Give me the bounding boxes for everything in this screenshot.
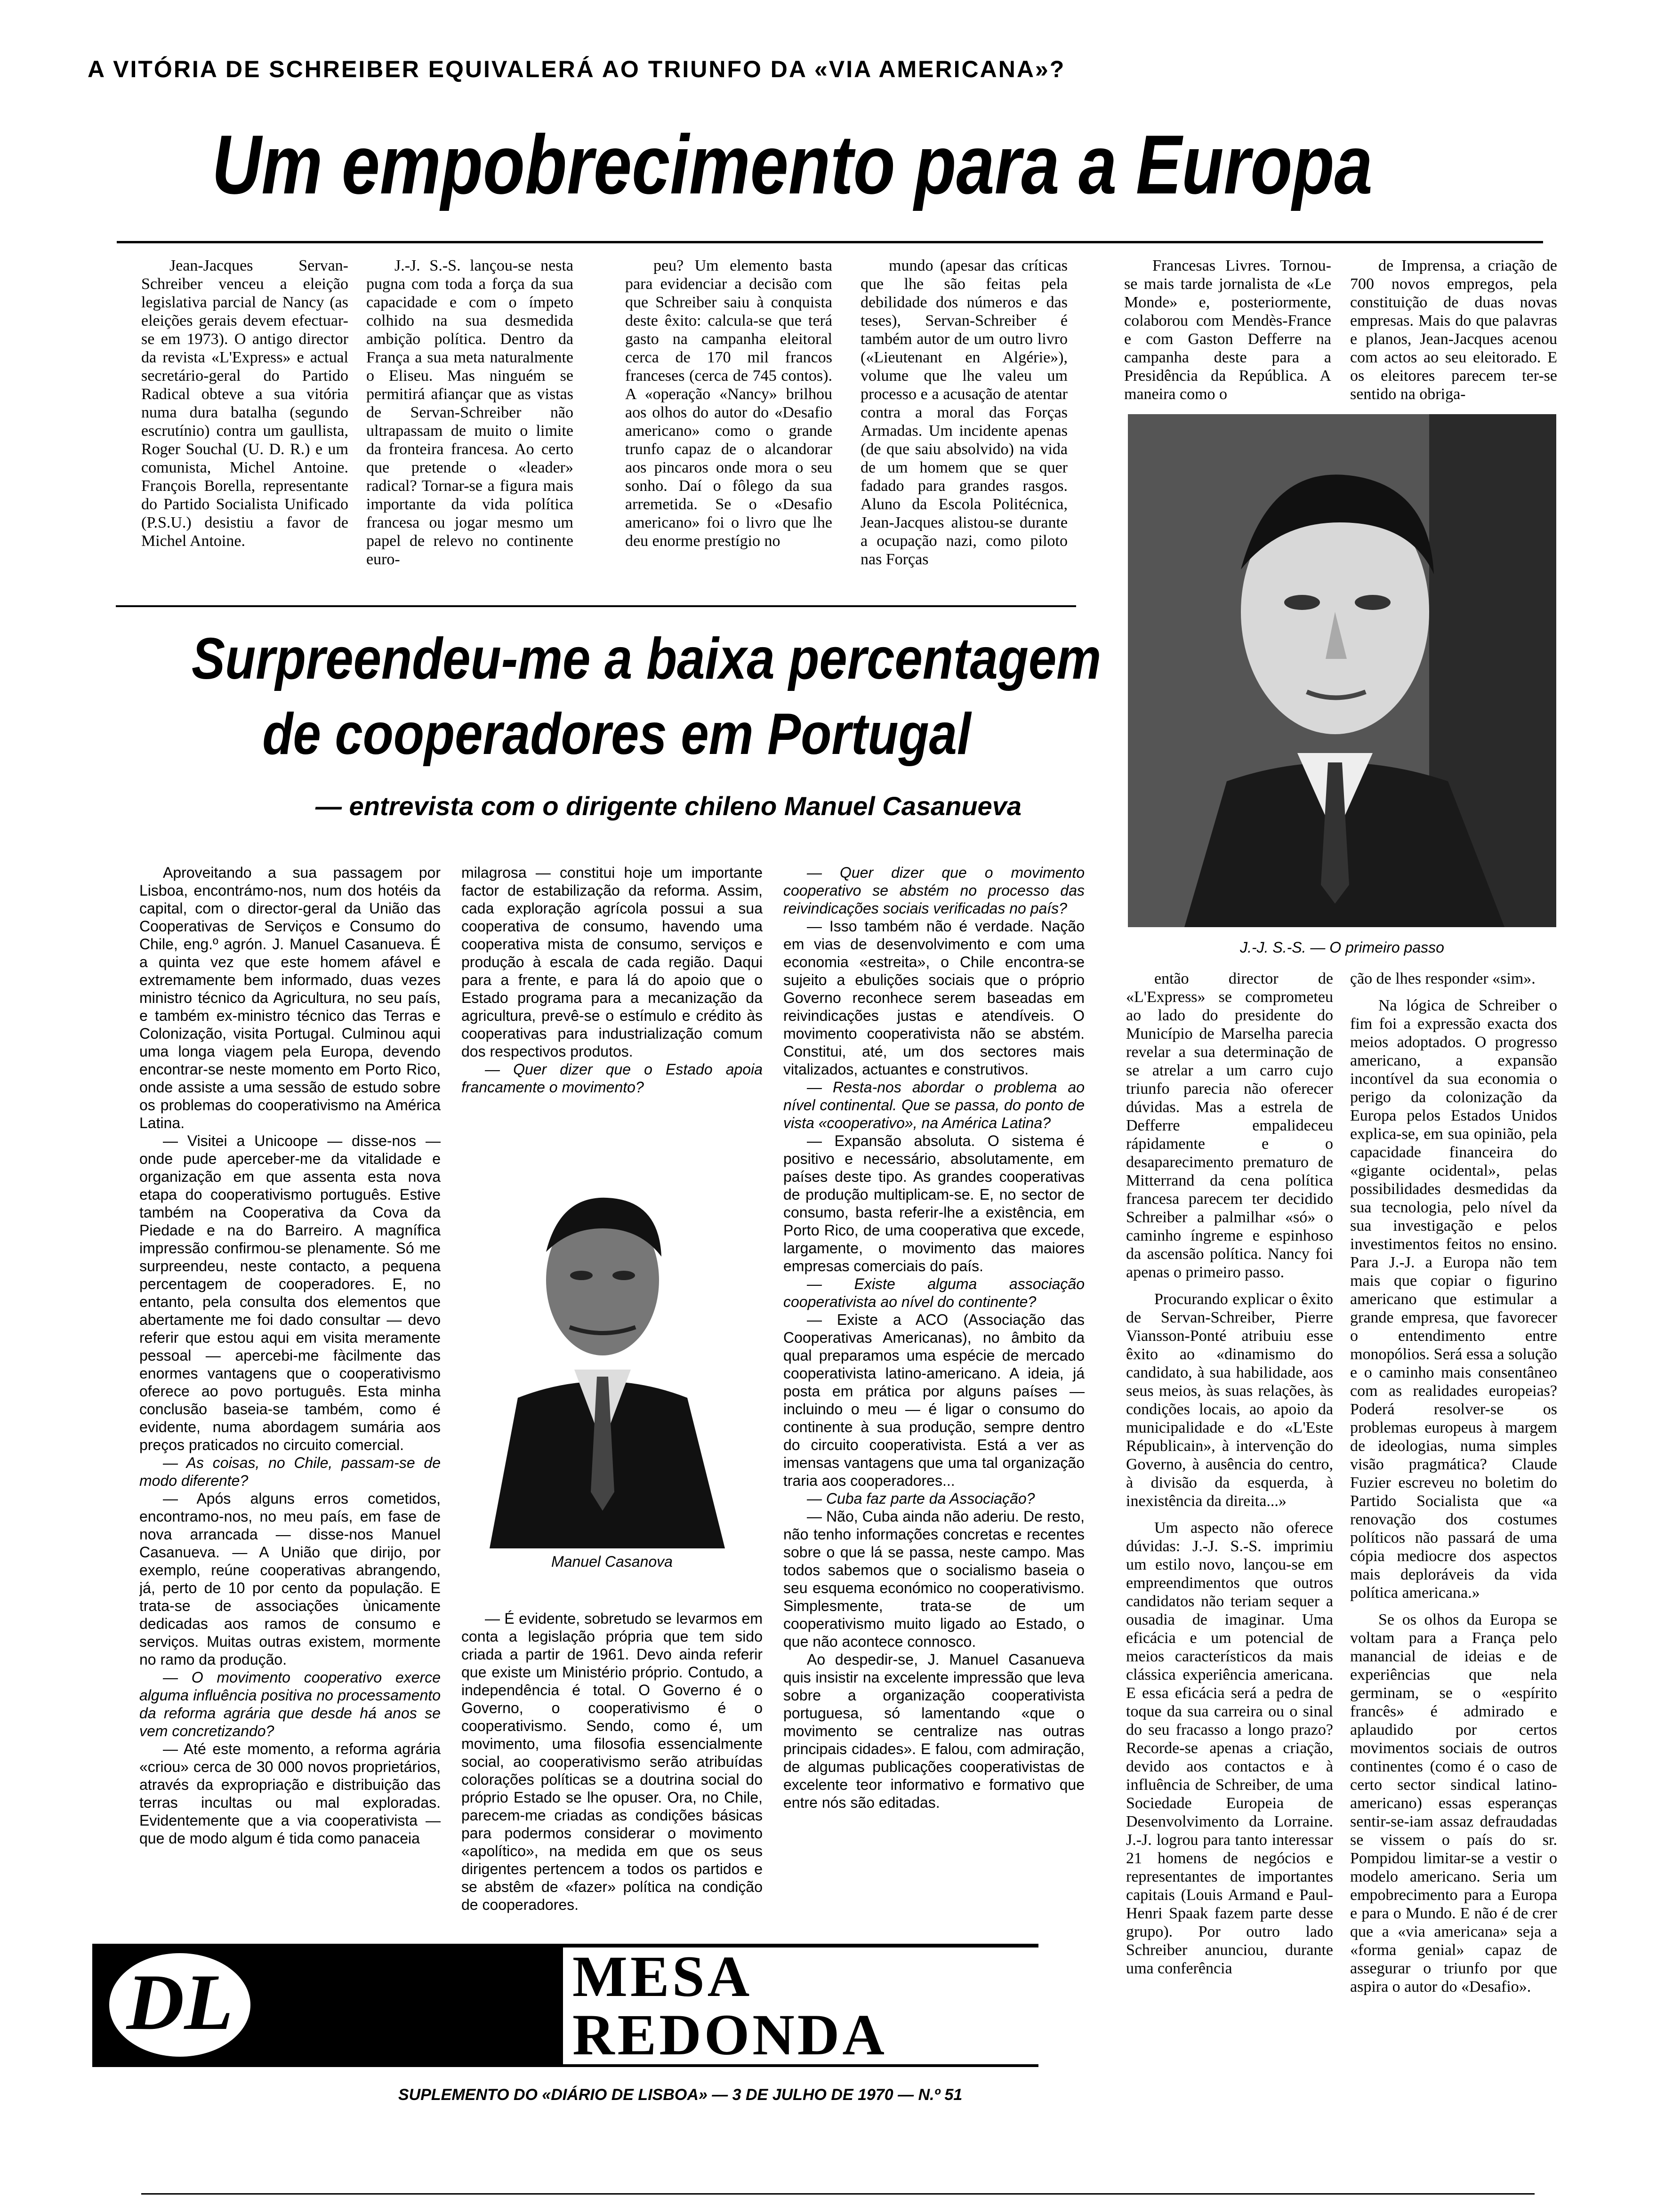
interview-question: — Existe alguma associação cooperativista ao nível do continente? bbox=[783, 1275, 1085, 1310]
mesa-redonda-banner bbox=[92, 1944, 1038, 2067]
interview-paragraph: — Existe a ACO (Associação das Cooperativas Americanas), no âmbito da qual preparamos uma espécie de mercado cooperativista latino-americano. A ideia, já posta em prática por alguns países — incluindo o meu — é ligar o consumo do continente à sua produção, sempre dentro do circuito cooperativista. Está a ver as imensas vantagens que uma tal organização traria aos cooperadores... bbox=[783, 1311, 1085, 1489]
article1-col-2: J.-J. S.-S. lançou-se nesta pugna com toda a força da sua capacidade e com o ímpeto colhido na sua desmedida ambição política. Dentro da França a sua meta naturalmente o Eliseu. Mas ninguém se permitirá afiançar que as vistas de Servan-Schreiber não ultrapassam de muito o limite da fronteira francesa. Ao certo que pretende o «leader» radical? Tornar-se a figura mais importante da vida política francesa ou jogar mesmo um papel de relevo no continente euro- bbox=[366, 257, 573, 568]
interview-question: — Quer dizer que o movimento cooperativo se abstém no processo das reivindicações sociais verificadas no país? bbox=[783, 864, 1085, 917]
interview-col-2-top bbox=[461, 864, 763, 1132]
interview-headline bbox=[122, 621, 1111, 772]
article1-col-3: peu? Um elemento basta para evidenciar a decisão com que Schreiber saiu à conquista deste êxito: calcula-se que terá gasto na campanha eleitoral cerca de 170 mil francos franceses (cerca de 745 contos). A «operação «Nancy» brilhou aos olhos do autor do «Desafio americano» como o grande trunfo capaz de o alcandorar aos pincaros onde mora o seu sonho. Daí o fôlego da sua arremetida. Se o «Desafio americano» foi o livro que lhe deu enorme prestígio no bbox=[625, 257, 832, 550]
dl-logo: DL bbox=[126, 1958, 233, 2046]
interview-paragraph: milagrosa — constitui hoje um importante factor de estabilização da reforma. Assim, cada exploração agrícola possui a sua cooperativa de consumo, havendo uma cooperativa mista de consumo, serviços e produção à escala de cada região. Daqui para a frente, e para lá do apoio que o Estado programa para a mecanização da agricultura, prevê-se o estímulo e crédito às cooperativas para industrialização comum dos respectivos produtos. bbox=[461, 864, 763, 1060]
mesa-redonda-title bbox=[563, 1944, 1043, 2067]
kicker: A VITÓRIA DE SCHREIBER EQUIVALERÁ AO TRIUNFO DA «VIA AMERICANA»? bbox=[88, 56, 1066, 82]
schreiber-photo-caption: J.-J. S.-S. — O primeiro passo bbox=[1240, 939, 1444, 956]
interview-col-1 bbox=[139, 864, 441, 1918]
interview-paragraph: Aproveitando a sua passagem por Lisboa, encontrámo-nos, num dos hotéis da capital, com o director-geral da União das Cooperativas de Serviços e Consumo do Chile, eng.º agrón. J. Manuel Casanueva. É a quinta vez que este homem afável e extremamente bem informado, duas vezes ministro técnico da Agricultura, no seu país, e também ex-ministro técnico das Terras e Colonização, visita Portugal. Culminou aqui uma longa viagem pela Europa, devendo encontrar-se neste momento em Porto Rico, onde assiste a uma sessão de estudo sobre os problemas do cooperativismo na América Latina. bbox=[139, 864, 441, 1131]
casanueva-photo-caption: Manuel Casanova bbox=[551, 1553, 673, 1570]
interview-question: — O movimento cooperativo exerce alguma influência positiva no processamento da reforma agrária que desde há anos se vem concretizando? bbox=[139, 1669, 441, 1739]
article1-col-6: de Imprensa, a criação de 700 novos empregos, pela constituição de duas novas empresas. Mais do que palavras e planos, Jean-Jacques acenou com actos ao seu eleitorado. E os eleitores parecem ter-se sentido na obriga- bbox=[1350, 257, 1557, 403]
headline: Um empobrecimento para a Europa bbox=[212, 118, 1373, 211]
interview-question: — Cuba faz parte da Associação? bbox=[807, 1490, 1035, 1507]
headline-rule bbox=[117, 241, 1543, 243]
interview-paragraph: — Após alguns erros cometidos, encontramo-nos, no meu país, em fase de nova arrancada — disse-nos Manuel Casanueva. — A União que dirijo, por exemplo, reúne cooperativas abrangendo, já, perto de 10 por cento da população. E trata-se de associações ùnicamente dedicadas aos ramos de consumo e serviços. Muitas outras existem, mormente no ramo da produção. bbox=[139, 1490, 441, 1668]
interview-question: — As coisas, no Chile, passam-se de modo diferente? bbox=[139, 1454, 441, 1489]
interview-subtitle: — entrevista com o dirigente chileno Manuel Casanueva bbox=[315, 791, 1022, 821]
portrait-image bbox=[1128, 414, 1556, 927]
article1-bottom-rule bbox=[116, 605, 1076, 607]
supplement-footer: SUPLEMENTO DO «DIÁRIO DE LISBOA» — 3 DE JULHO DE 1970 — N.º 51 bbox=[398, 2086, 963, 2104]
schreiber-photo bbox=[1128, 414, 1556, 927]
article1-col-5: Francesas Livres. Tornou-se mais tarde jornalista de «Le Monde» e, posteriormente, colaborou com Mendès-France e com Gaston Defferre na campanha deste para a Presidência da República. A maneira como o bbox=[1124, 257, 1331, 403]
interview-paragraph: Ao despedir-se, J. Manuel Casanueva quis insistir na excelente impressão que leva sobre a organização cooperativista portuguesa, só lamentando «que o movimento se centralize nas outras principais cidades». E falou, com admiração, de algumas publicações cooperativistas de excelente teor informativo e formativo que entre nós são editadas. bbox=[783, 1651, 1085, 1811]
interview-paragraph: — Até este momento, a reforma agrária «criou» cerca de 30 000 novos proprietários, através da expropriação e distribuição das terras incultas ou mal exploradas. Evidentemente que a via cooperativista — que de modo algum é tida como panaceia bbox=[139, 1740, 441, 1847]
interview-question: — Resta-nos abordar o problema ao nível continental. Que se passa, do ponto de vista «cooperativo», na América Latina? bbox=[783, 1079, 1085, 1131]
interview-paragraph: — É evidente, sobretudo se levarmos em conta a legislação própria que tem sido criada a partir de 1961. Devo ainda referir que existe um Ministério próprio. Contudo, a independência é total. O Governo é o Governo, o cooperativismo é o cooperativismo. Sendo, como é, um movimento, uma filosofia essencialmente social, ao cooperativismo serão atribuídas colorações políticas se a doutrina social do próprio Estado se lhe opuser. Ora, no Chile, parecem-me criadas as condições básicas para podermos considerar o movimento «apolítico», na medida em que os seus dirigentes pertencem a todos os partidos e se abstêm de «fazer» política na condição de cooperadores. bbox=[461, 1610, 763, 1913]
mesa-redonda-line2: REDONDA bbox=[572, 2003, 887, 2067]
interview-paragraph: — Isso também não é verdade. Nação em vias de desenvolvimento e com uma economia «estreita», o Chile encontra-se sujeito a ebulições sociais que o próprio Governo reconhece serem baseadas em reivindicações justas e atendíveis. O movimento cooperativista não se abstém. Constitui, até, um dos sectores mais vitalizados, actuantes e construtivos. bbox=[783, 918, 1085, 1078]
casanueva-photo bbox=[461, 1153, 763, 1548]
interview-headline-line1: Surpreendeu-me a baixa percentagem bbox=[192, 626, 1102, 691]
interview-paragraph: — Visitei a Unicoope — disse-nos — onde pude aperceber-me da vitalidade e organização em que assenta esta nova etapa do cooperativismo português. Estive também na Cooperativa da Cova da Piedade e na do Barreiro. A magnífica impressão confirmou-se plenamente. Só me surpreendeu, neste contacto, a pequena percentagem de cooperadores. E, no entanto, pela consulta dos elementos que abertamente me foi dado consultar — devo referir que estou aqui em visita meramente pessoal — apercebi-me fàcilmente das enormes vantagens que o cooperativismo oferece ao povo português. Esta minha conclusão baseia-se também, como é evidente, numa abordagem sumária aos preços praticados no circuito comercial. bbox=[139, 1132, 441, 1453]
interview-headline-line2: de cooperadores em Portugal bbox=[262, 702, 971, 767]
interview-col-2-bottom bbox=[461, 1610, 763, 1920]
interview-col-3 bbox=[783, 864, 1085, 1918]
mesa-redonda-line1: MESA bbox=[572, 1944, 753, 2009]
article1-col-1: Jean-Jacques Servan-Schreiber venceu a eleição legislativa parcial de Nancy (as eleições gerais devem efectuar-se em 1973). O antigo director da revista «L'Express» e actual secretário-geral do Partido Radical obteve a sua vitória numa dura batalha (segundo escrutínio) contra um gaullista, Roger Souchal (U. D. R.) e um comunista, Michel Antoine. François Borella, representante do Partido Socialista Unificado (P.S.U.) desistiu a favor de Michel Antoine. bbox=[141, 257, 348, 550]
footer-rule bbox=[141, 2193, 1535, 2195]
interview-paragraph: — Não, Cuba ainda não aderiu. De resto, não tenho informações concretas e recentes sobre o que lá se passa, neste campo. Mas todos sabemos que o socialismo baseia o seu esquema económico no cooperativismo. Simplesmente, trata-se de um cooperativismo muito ligado ao Estado, o que não acontece connosco. bbox=[783, 1508, 1085, 1650]
interview-question: — Quer dizer que o Estado apoia francamente o movimento? bbox=[461, 1061, 763, 1096]
interview-paragraph: — Expansão absoluta. O sistema é positivo e necessário, absolutamente, em países deste tipo. As grandes cooperativas de produção multiplicam-se. E, no sector de consumo, basta referir-lhe a existência, em Porto Rico, de uma cooperativa que excede, largamente, o movimento das maiores empresas comerciais do país. bbox=[783, 1132, 1085, 1274]
article1-lower-col-1: então director de «L'Express» se comprometeu ao lado do presidente do Município de Marselha parecia revelar a sua determinação de se atrelar a um carro cujo triunfo parecia não oferecer dúvidas. Mas a estrela de Defferre empalideceu rápidamente e o desaparecimento prematuro de Mitterrand da cena política francesa parecem ter decidido Schreiber a palmilhar «só» o caminho íngreme e espinhoso da ascensão política. Nancy foi apenas o primeiro passo. Procurando explicar o êxito de Servan-Schreiber, Pierre Viansson-Ponté atribuiu esse êxito ao «dinamismo do candidato, à sua habilidade, aos seus meios, às suas relações, às condições locais, ao apoio da municipalidade e do «L'Este Républicain», à intervenção do Governo, à ausência do centro, à divisão da esquerda, à inexistência da direita...» Um aspecto não oferece dúvidas: J.-J. S.-S. imprimiu um estilo novo, lançou-se em empreendimentos que outros candidatos não teriam sequer a ousadia de imaginar. Uma eficácia e um potencial de meios característicos da mais clássica experiência americana. E essa eficácia será a pedra de toque da sua carreira ou o sinal do seu fracasso a longo prazo? Recorde-se apenas a criação, devido aos contactos e à influência de Schreiber, de uma Sociedade Europeia de Desenvolvimento da Lorraine. J.-J. logrou para tanto interessar 21 homens de negócios e representantes de importantes capitais (Louis Armand e Paul-Henri Spaak fazem parte desse grupo). Por outro lado Schreiber anunciou, durante uma conferência bbox=[1126, 970, 1333, 1977]
article1-col-4: mundo (apesar das críticas que lhe são feitas pela debilidade dos números e das teses), Servan-Schreiber é também autor de um outro livro («Lieutenant en Algérie»), volume que lhe valeu um processo e a acusação de atentar contra a moral das Forças Armadas. Um incidente apenas (de que saiu absolvido) na vida de um homem que se quer fadado para grandes rasgos. Aluno da Escola Politécnica, Jean-Jacques alistou-se durante a ocupação nazi, como piloto nas Forças bbox=[861, 257, 1068, 568]
portrait-image bbox=[461, 1153, 763, 1548]
article1-lower-col-2: ção de lhes responder «sim». Na lógica de Schreiber o fim foi a expressão exacta dos meios adoptados. O progresso americano, a expansão incontível da sua economia o perigo da colonização da Europa pelos Estados Unidos explica-se, em sua opinião, pela capacidade financeira do «gigante ocidental», pelas possibilidades desmedidas da sua tecnologia, pelo nível da sua investigação e pelos investimentos feitos no ensino. Para J.-J. a Europa não tem mais que copiar o figurino americano que estimular a grande empresa, que favorecer o entendimento entre monopólios. Será essa a solução e o caminho mais consentâneo com as realidades europeias? Poderá resolver-se os problemas europeus à margem de ideologias, numa simples visão pragmática? Claude Fuzier escreveu no boletim do Partido Socialista que «a renovação dos costumes políticos não passará de uma cópia mediocre dos aspectos mais deploráveis da vida política americana.» Se os olhos da Europa se voltam para a França pelo manancial de ideias e de experiências que nela germinam, se o «espírito francês» é admirado e aplaudido por certos movimentos sociais de outros continentes (como é o caso de certo sector sindical latino-americano) essas esperanças sentir-se-iam assaz defraudadas se vissem o país do sr. Pompidou limitar-se a vestir o modelo americano. Seria um empobrecimento para a Europa e para o Mundo. E não é de crer que a «via americana» seja a «forma genial» capaz de assegurar o triunfo por que aspira o autor do «Desafio». bbox=[1350, 970, 1557, 1996]
